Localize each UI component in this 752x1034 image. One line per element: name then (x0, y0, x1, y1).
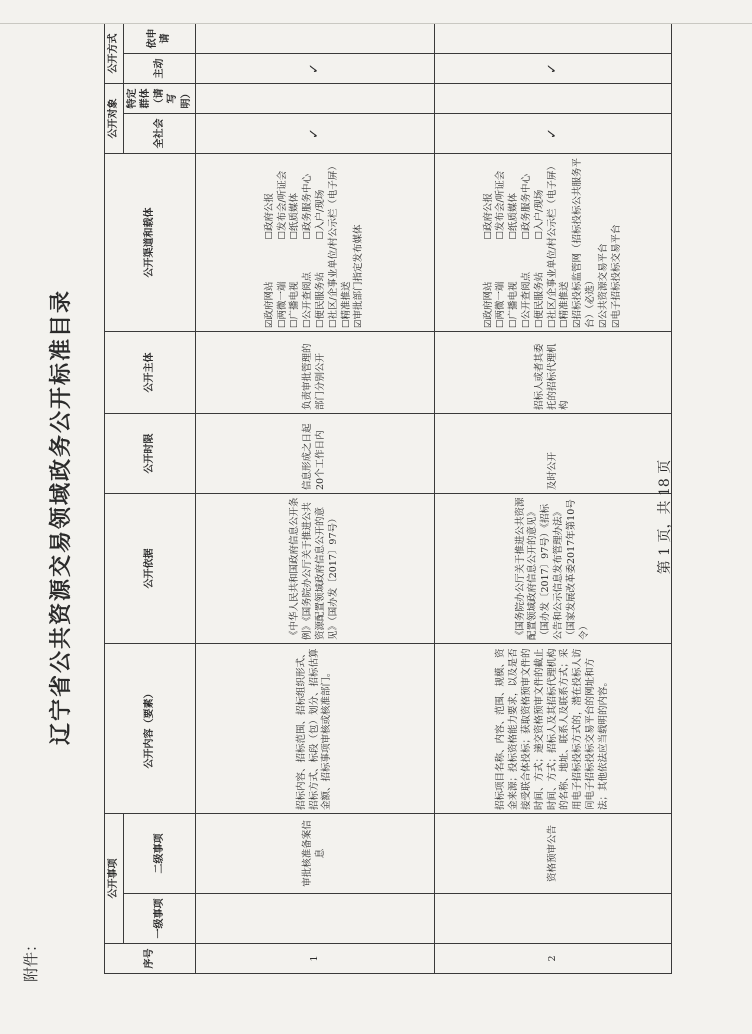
channel-list (264, 157, 367, 328)
channel-item: ☐精准推送 (340, 281, 352, 328)
channel-item: ☐发布会/听证会 (495, 170, 507, 240)
channel-item: ☐政府公报 (482, 192, 494, 240)
row-basis: 《中华人民共和国政府信息公开条例》《国务院办公厅关于推进公共资源配置领域政府信息公开的意见》（国办发〔2017〕97号） (196, 494, 435, 644)
header-request: 依申请 (123, 24, 196, 54)
channel-item: ☐社区/企事业单位/村公示栏（电子屏） (546, 161, 558, 328)
channel-item: ☐纸质媒体 (508, 192, 520, 240)
header-content: 公开内容（要素） (105, 644, 196, 814)
row-level2: 资格预审公告 (435, 814, 672, 894)
channel-item: ☐精准推送 (559, 281, 571, 328)
channel-item: ☐纸质媒体 (289, 192, 301, 240)
channel-item: ☐两微一端 (495, 281, 507, 328)
channel-item: ☐发布会/听证会 (276, 170, 288, 240)
document-title: 辽宁省公共资源交易领域政务公开标准目录 (48, 289, 74, 746)
scan-edge-line (0, 23, 752, 24)
header-level1: 一级事项 (123, 894, 196, 944)
row-channels (435, 154, 672, 332)
row-time: 及时公开 (435, 414, 672, 494)
channel-item: ☐入户/现场 (315, 189, 326, 240)
channel-item: ☑公共资源交易平台 (597, 243, 609, 328)
channel-item: ☑政府网站 (482, 281, 494, 328)
row-specific-mark (435, 84, 672, 114)
channel-item: ☐政府公报 (263, 192, 275, 240)
channel-item: ☐政务服务中心 (302, 173, 314, 240)
row-subject: 负责审批管理的部门分别公开 (196, 332, 435, 414)
channel-item: ☐入户/现场 (533, 189, 545, 240)
row-level1 (196, 894, 435, 944)
header-basis: 公开依据 (105, 494, 196, 644)
row-level2: 审批核准备案信息 (196, 814, 435, 894)
row-time: 信息形成之日起20个工作日内 (196, 414, 435, 494)
header-target: 公开对象 (105, 84, 124, 154)
row-subject: 招标人或者其委托的招标代理机构 (435, 332, 672, 414)
row-active-mark: ✓ (196, 54, 435, 84)
header-channel: 公开渠道和载体 (105, 154, 196, 332)
row-content: 招标项目名称、内容、范围、规模、资金来源；投标资格能力要求，以及是否接受联合体投标；获取资格预审文件的时间、方式；递交资格预审文件的截止时间、方式；招标人及其招标代理机构的名称、地址、联系人及联系方式；采用电子招标投标方式的，潜在投标人访问电子招标投标交易平台的网址和方法；其他依法应当载明的内容。 (435, 644, 672, 814)
channel-item: ☐便民服务站 (315, 271, 326, 328)
header-active: 主动 (123, 54, 196, 84)
header-mode: 公开方式 (105, 24, 124, 84)
row-request-mark (196, 24, 435, 54)
header-items: 公开事项 (105, 814, 124, 944)
channel-list (483, 157, 624, 328)
channel-item: ☐公开查阅点 (520, 271, 532, 328)
table-row (435, 24, 672, 974)
header-whole: 全社会 (123, 114, 196, 154)
channel-item: ☐广播电视 (289, 281, 301, 328)
attachment-label: 附件： (22, 936, 40, 982)
header-time: 公开时限 (105, 414, 196, 494)
header-specific: 特定群体（请写明） (123, 84, 196, 114)
channel-item: ☑政府网站 (263, 281, 275, 328)
header-level2: 二级事项 (123, 814, 196, 894)
row-request-mark (435, 24, 672, 54)
row-seq: 2 (435, 944, 672, 974)
channel-item: ☑电子招标投标交易平台 (610, 224, 622, 328)
page-number: 第 1 页，共 18 页 (657, 459, 673, 575)
channel-item: ☐两微一端 (276, 281, 288, 328)
channel-item: ☐社区/企事业单位/村公示栏（电子屏） (327, 161, 339, 328)
row-active-mark: ✓ (435, 54, 672, 84)
table-row (196, 24, 435, 974)
channel-item: ☐公开查阅点 (302, 271, 314, 328)
channel-item: ☑审批部门指定发布媒体 (353, 224, 365, 328)
row-level1 (435, 894, 672, 944)
header-subject: 公开主体 (105, 332, 196, 414)
row-seq: 1 (196, 944, 435, 974)
row-whole-mark: ✓ (196, 114, 435, 154)
row-specific-mark (196, 84, 435, 114)
channel-item: ☐广播电视 (508, 281, 520, 328)
standard-catalog-table (104, 23, 672, 974)
channel-item: ☐政务服务中心 (520, 173, 532, 240)
row-basis: 《国务院办公厅关于推进公共资源配置领域政府信息公开的意见》（国办发〔2017〕97号）《招标公告和公示信息发布管理办法》（国家发展改革委2017年第10号令） (435, 494, 672, 644)
header-seq: 序号 (105, 944, 196, 974)
channel-item: ☑招标投标监管网（招标投标公共服务平台）（必选） (572, 157, 597, 328)
row-whole-mark: ✓ (435, 114, 672, 154)
row-channels (196, 154, 435, 332)
row-content: 招标内容、招标范围、招标组织形式、招标方式、标段（包）划分、招标估算金额、招标事项审核或核准部门。 (196, 644, 435, 814)
channel-item: ☐便民服务站 (533, 271, 545, 328)
